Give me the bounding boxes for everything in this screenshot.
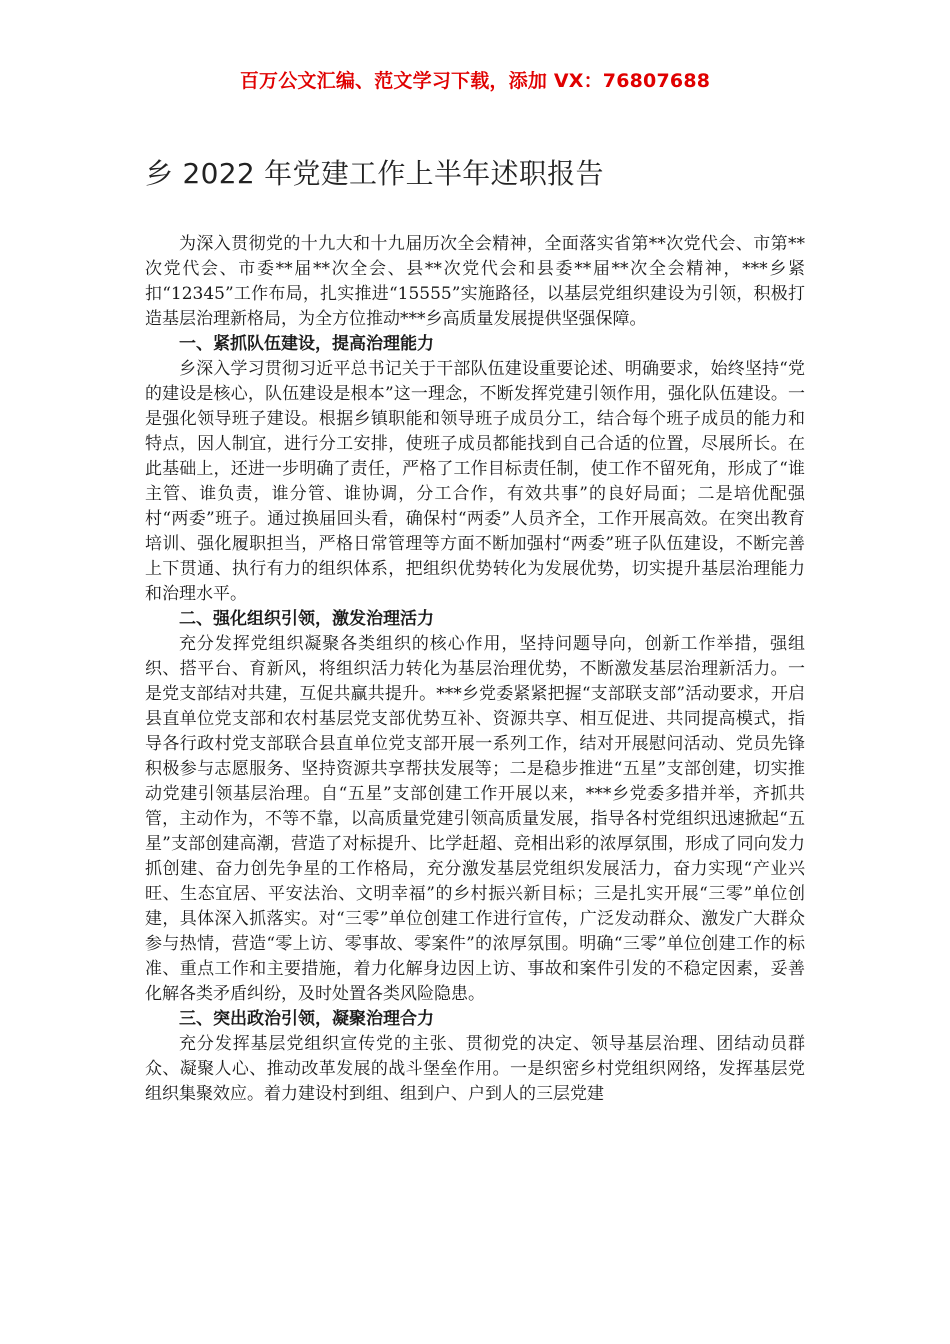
section-heading-1: 一、紧抓队伍建设，提高治理能力 xyxy=(179,334,434,354)
section-paragraph-2: 充分发挥党组织凝聚各类组织的核心作用，坚持问题导向，创新工作举措，强组织、搭平台、育新风，将组织活力转化为基层治理优势，不断激发基层治理新活力。一是党支部结对共建，互促共赢共提升。***乡党委紧紧把握“支部联支部”活动要求，开启县直单位党支部和农村基层党支部优势互补、资源共享、相互促进、共同提高模式，指导各行政村党支部联合县直单位党支部开展一系列工作，结对开展慰问活动、党员先锋积极参与志愿服务、坚持资源共享帮扶发展等；二是稳步推进“五星”支部创建，切实推动党建引领基层治理。自“五星”支部创建工作开展以来，***乡党委多措并举，齐抓共管，主动作为，不等不靠，以高质量党建引领高质量发展，指导各村党组织迅速掀起“五星”支部创建高潮，营造了对标提升、比学赶超、竞相出彩的浓厚氛围，形成了同向发力抓创建、奋力创先争星的工作格局，充分激发基层党组织发展活力，奋力实现“产业兴旺、生态宜居、平安法治、文明幸福”的乡村振兴新目标；三是扎实开展“三零”单位创建，具体深入抓落实。对“三零”单位创建工作进行宣传，广泛发动群众、激发广大群众参与热情，营造“零上访、零事故、零案件”的浓厚氛围。明确“三零”单位创建工作的标准、重点工作和主要措施，着力化解身边因上访、事故和案件引发的不稳定因素，妥善化解各类矛盾纠纷，及时处置各类风险隐患。 xyxy=(145,634,805,1004)
section-heading-2: 二、强化组织引领，激发治理活力 xyxy=(179,609,434,629)
section-paragraph-3: 充分发挥基层党组织宣传党的主张、贯彻党的决定、领导基层治理、团结动员群众、凝聚人心、推动改革发展的战斗堡垒作用。一是织密乡村党组织网络，发挥基层党组织集聚效应。着力建设村到组、组到户、户到人的三层党建 xyxy=(145,1034,805,1104)
promo-banner: 百万公文汇编、范文学习下载，添加 VX：76807688 xyxy=(239,70,711,92)
section-paragraph-1: 乡深入学习贯彻习近平总书记关于干部队伍建设重要论述、明确要求，始终坚持“党的建设是核心，队伍建设是根本”这一理念，不断发挥党建引领作用，强化队伍建设。一是强化领导班子建设。根据乡镇职能和领导班子成员分工，结合每个班子成员的能力和特点，因人制宜，进行分工安排，使班子成员都能找到自己合适的位置，尽展所长。在此基础上，还进一步明确了责任，严格了工作目标责任制，使工作不留死角，形成了“谁主管、谁负责，谁分管、谁协调，分工合作，有效共事”的良好局面；二是培优配强村“两委”班子。通过换届回头看，确保村“两委”人员齐全，工作开展高效。在突出教育培训、强化履职担当，严格日常管理等方面不断加强村“两委”班子队伍建设，不断完善上下贯通、执行有力的组织体系，把组织优势转化为发展优势，切实提升基层治理能力和治理水平。 xyxy=(145,359,805,604)
page-title: 乡 2022 年党建工作上半年述职报告 xyxy=(145,157,604,190)
intro-paragraph: 为深入贯彻党的十九大和十九届历次全会精神，全面落实省第**次党代会、市第**次党代会、市委**届**次全会、县**次党代会和县委**届**次全会精神，***乡紧扣“12345”工作布局，扎实推进“15555”实施路径，以基层党组织建设为引领，积极打造基层治理新格局，为全方位推动***乡高质量发展提供坚强保障。 xyxy=(145,234,805,329)
document-body xyxy=(145,232,805,1107)
section-heading-3: 三、突出政治引领，凝聚治理合力 xyxy=(179,1009,434,1029)
